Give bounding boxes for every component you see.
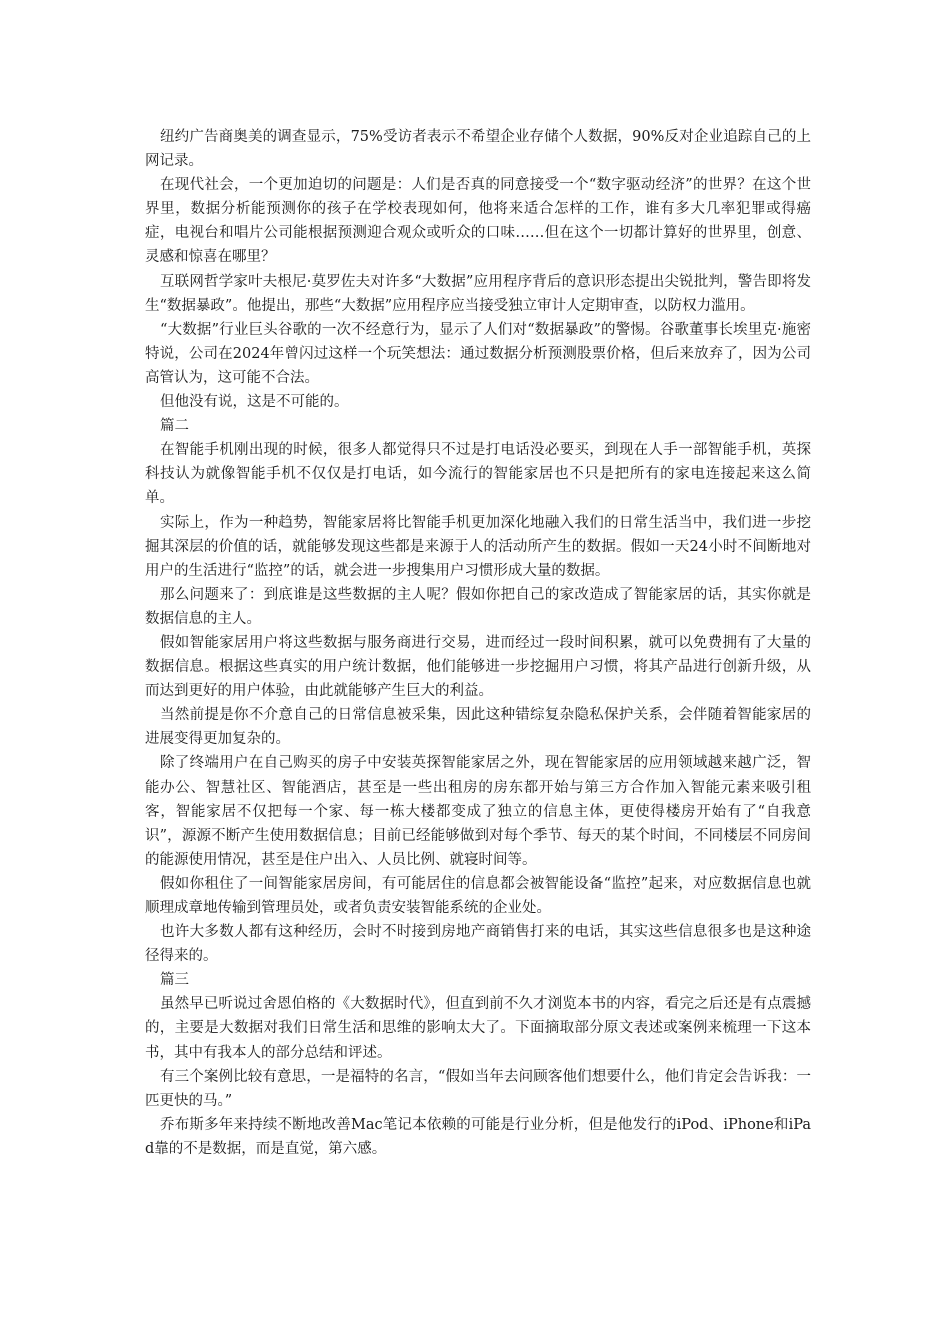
paragraph: 除了终端用户在自己购买的房子中安装英探智能家居之外，现在智能家居的应用领域越来越广泛，智能办公、智慧社区、智能酒店，甚至是一些出租房的房东都开始与第三方合作加入智能元素来吸引租客，智能家居不仅把每一个家、每一栋大楼都变成了独立的信息主体，更使得楼房开始有了“自我意识”，源源不断产生使用数据信息；目前已经能够做到对每个季节、每天的某个时间，不同楼层不同房间的能源使用情况，甚至是住户出入、人员比例、就寝时间等。 <box>145 755 811 868</box>
paragraph: 也许大多数人都有这种经历，会时不时接到房地产商销售打来的电话，其实这些信息很多也是这种途径得来的。 <box>145 924 811 965</box>
paragraph: 实际上，作为一种趋势，智能家居将比智能手机更加深化地融入我们的日常生活当中，我们进一步挖掘其深层的价值的话，就能够发现这些都是来源于人的活动所产生的数据。假如一天24小时不间断地对用户的生活进行“监控”的话，就会进一步搜集用户习惯形成大量的数据。 <box>145 514 811 579</box>
paragraph: 但他没有说，这是不可能的。 <box>160 394 349 411</box>
paragraph: 在智能手机刚出现的时候，很多人都觉得只不过是打电话没必要买，到现在人手一部智能手机，英探科技认为就像智能手机不仅仅是打电话，如今流行的智能家居也不只是把所有的家电连接起来这么简单。 <box>145 442 811 507</box>
document-body <box>145 125 811 1161</box>
paragraph: 虽然早已听说过舍恩伯格的《大数据时代》，但直到前不久才浏览本书的内容，看完之后还是有点震撼的，主要是大数据对我们日常生活和思维的影响太大了。下面摘取部分原文表述或案例来梳理一下这本书，其中有我本人的部分总结和评述。 <box>145 996 811 1061</box>
paragraph: 互联网哲学家叶夫根尼·莫罗佐夫对许多“大数据”应用程序背后的意识形态提出尖锐批判，警告即将发生“数据暴政”。他提出，那些“大数据”应用程序应当接受独立审计人定期审查，以防权力滥用。 <box>145 273 811 314</box>
paragraph: 假如智能家居用户将这些数据与服务商进行交易，进而经过一段时间积累，就可以免费拥有了大量的数据信息。根据这些真实的用户统计数据，他们能够进一步挖掘用户习惯，将其产品进行创新升级，从而达到更好的用户体验，由此就能够产生巨大的利益。 <box>145 634 811 700</box>
paragraph: 那么问题来了：到底谁是这些数据的主人呢？假如你把自己的家改造成了智能家居的话，其实你就是数据信息的主人。 <box>145 586 811 627</box>
section-heading: 篇三 <box>160 972 189 989</box>
paragraph: 有三个案例比较有意思，一是福特的名言，“假如当年去问顾客他们想要什么，他们肯定会告诉我：一匹更快的马。” <box>145 1068 811 1109</box>
paragraph: 在现代社会，一个更加迫切的问题是：人们是否真的同意接受一个“数字驱动经济”的世界？在这个世界里，数据分析能预测你的孩子在学校表现如何，他将来适合怎样的工作，谁有多大几率犯罪或得癌症，电视台和唱片公司能根据预测迎合观众或听众的口味……但在这个一切都计算好的世界里，创意、灵感和惊喜在哪里？ <box>145 177 811 266</box>
section-heading: 篇二 <box>160 418 189 435</box>
paragraph: “大数据”行业巨头谷歌的一次不经意行为，显示了人们对“数据暴政”的警惕。谷歌董事长埃里克·施密特说，公司在2024年曾闪过这样一个玩笑想法：通过数据分析预测股票价格，但后来放弃了，因为公司高管认为，这可能不合法。 <box>145 321 811 386</box>
paragraph: 纽约广告商奥美的调查显示，75%受访者表示不希望企业存储个人数据，90%反对企业追踪自己的上网记录。 <box>145 129 811 170</box>
paragraph: 当然前提是你不介意自己的日常信息被采集，因此这种错综复杂隐私保护关系，会伴随着智能家居的进展变得更加复杂的。 <box>145 707 811 748</box>
paragraph: 假如你租住了一间智能家居房间，有可能居住的信息都会被智能设备“监控”起来，对应数据信息也就顺理成章地传输到管理员处，或者负责安装智能系统的企业处。 <box>145 875 811 916</box>
paragraph: 乔布斯多年来持续不断地改善Mac笔记本依赖的可能是行业分析，但是他发行的iPod、iPhone和iPad靠的不是数据，而是直觉，第六感。 <box>145 1116 811 1157</box>
